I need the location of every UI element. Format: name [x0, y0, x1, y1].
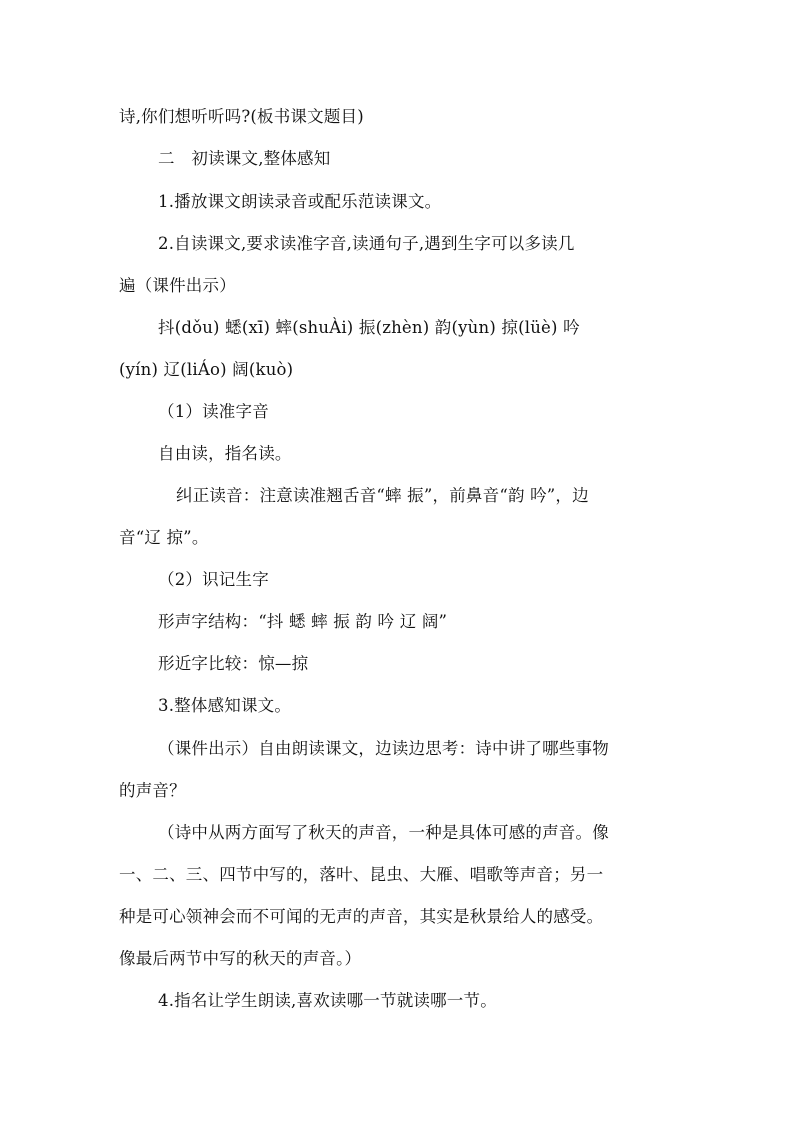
pinyin-line: 抖(dǒu) 蟋(xī) 蟀(shuÀi) 振(zhèn) 韵(yùn) 掠(lüè) 吟	[158, 318, 580, 337]
text-line: 1.播放课文朗读录音或配乐范读课文。	[158, 192, 442, 211]
text-line: （课件出示）自由朗读课文，边读边思考：诗中讲了哪些事物	[158, 739, 609, 758]
text-line: 音“辽 掠”。	[119, 528, 209, 547]
text-line: 形声字结构：“抖 蟋 蟀 振 韵 吟 辽 阔”	[158, 612, 448, 631]
text-line: 4.指名让学生朗读,喜欢读哪一节就读哪一节。	[158, 991, 497, 1010]
text-line: 一、二、三、四节中写的，落叶、昆虫、大雁、唱歌等声音；另一	[119, 865, 604, 884]
text-line: 3.整体感知课文。	[158, 696, 292, 715]
subheading: （2）识记生字	[158, 570, 269, 589]
pinyin-line: (yín) 辽(liÁo) 阔(kuò)	[119, 360, 294, 379]
section-heading: 二 初读课文,整体感知	[158, 149, 331, 168]
text-line: 2.自读课文,要求读准字音,读通句子,遇到生字可以多读几	[158, 234, 575, 253]
subheading: （1）读准字音	[158, 402, 269, 421]
text-line: 的声音？	[119, 781, 186, 800]
text-line: 自由读，指名读。	[158, 444, 292, 463]
text-line: （诗中从两方面写了秋天的声音，一种是具体可感的声音。像	[158, 823, 609, 842]
text-line: 种是可心领神会而不可闻的无声的声音，其实是秋景给人的感受。	[119, 907, 604, 926]
text-line: 纠正读音：注意读准翘舌音“蟀 振”，前鼻音“韵 吟”，边	[176, 486, 589, 505]
text-line: 诗,你们想听听吗?(板书课文题目)	[119, 107, 364, 126]
text-line: 像最后两节中写的秋天的声音。）	[119, 949, 362, 968]
text-line: 遍（课件出示）	[119, 276, 236, 295]
text-line: 形近字比较：惊—掠	[158, 654, 309, 673]
